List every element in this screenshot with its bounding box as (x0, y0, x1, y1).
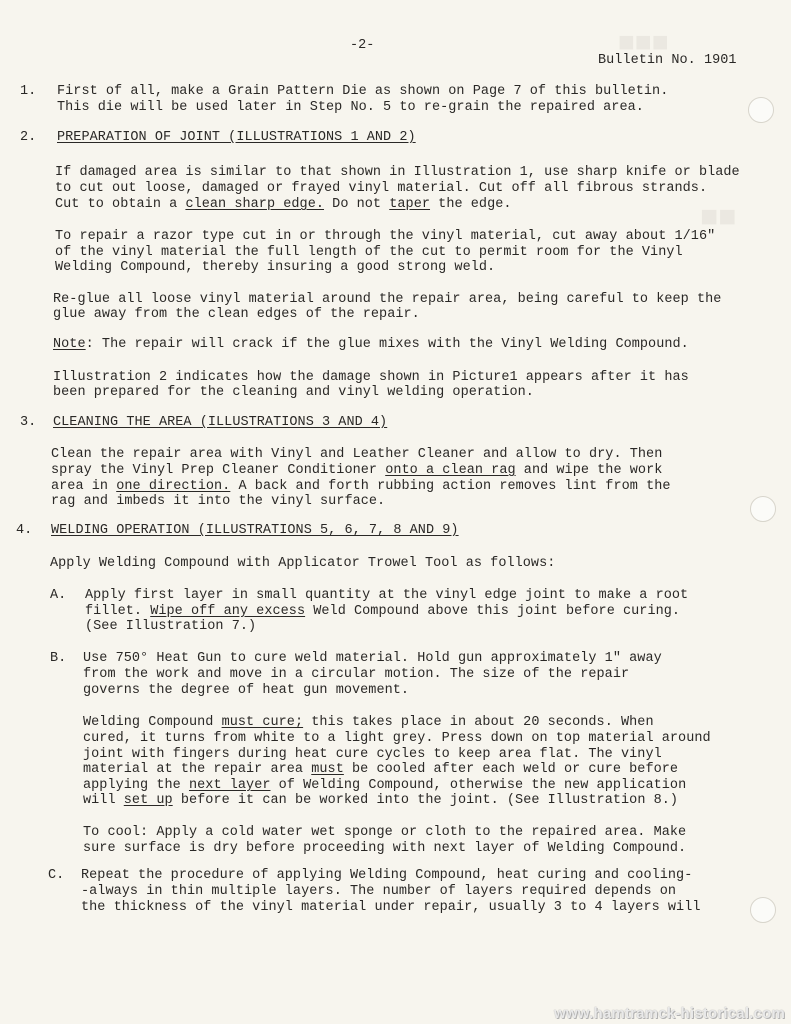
item-1-line: First of all, make a Grain Pattern Die as shown on Page 7 of this bulletin. (57, 84, 669, 99)
paragraph-line: spray the Vinyl Prep Cleaner Conditioner onto a clean rag and wipe the work (51, 463, 663, 478)
note-line: Note: The repair will crack if the glue mixes with the Vinyl Welding Compound. (53, 337, 689, 352)
paragraph-line: Illustration 2 indicates how the damage shown in Picture1 appears after it has (53, 370, 689, 385)
section-heading: WELDING OPERATION (ILLUSTRATIONS 5, 6, 7, 8 AND 9) (51, 523, 459, 538)
underlined-text: onto a clean rag (385, 463, 516, 478)
section-heading: CLEANING THE AREA (ILLUSTRATIONS 3 AND 4) (53, 415, 388, 430)
paragraph-line: (See Illustration 7.) (85, 619, 257, 634)
paragraph-line: Cut to obtain a clean sharp edge. Do not taper the edge. (55, 197, 512, 212)
paragraph-line: of the vinyl material the full length of the cut to permit room for the Vinyl (55, 245, 683, 260)
item-1-line: This die will be used later in Step No. 5 to re-grain the repaired area. (57, 100, 644, 115)
underlined-text: set up (123, 793, 173, 808)
paragraph-line: material at the repair area must be cooled after each weld or cure before (83, 762, 679, 777)
paragraph-line: To repair a razor type cut in or through the vinyl material, cut away about 1/16" (55, 229, 716, 244)
watermark-url: www.hamtramck-historical.com (554, 1005, 785, 1022)
underlined-text: must cure; (221, 715, 304, 730)
binder-hole (748, 97, 774, 123)
item-number: 2. (20, 130, 37, 145)
paragraph-line: To cool: Apply a cold water wet sponge or cloth to the repaired area. Make (83, 825, 687, 840)
paragraph-line: to cut out loose, damaged or frayed vinyl material. Cut off all fibrous strands. (55, 181, 708, 196)
note-label: Note (53, 337, 86, 352)
bleed-through-mark: ■■■ (618, 26, 669, 57)
underlined-text: Wipe off any excess (150, 604, 306, 619)
underlined-text: next layer (188, 778, 271, 793)
item-number: 1. (20, 84, 37, 99)
paragraph-line: cured, it turns from white to a light grey. Press down on top material around (83, 731, 711, 746)
paragraph-line: applying the next layer of Welding Compound, otherwise the new application (83, 778, 687, 793)
paragraph-line: the thickness of the vinyl material under repair, usually 3 to 4 layers will (81, 900, 701, 915)
underlined-text: taper (389, 197, 431, 212)
paragraph-line: from the work and move in a circular motion. The size of the repair (83, 667, 630, 682)
bleed-through-mark: ■■ (700, 200, 737, 233)
paragraph-line: been prepared for the cleaning and vinyl welding operation. (53, 385, 534, 400)
section-heading: PREPARATION OF JOINT (ILLUSTRATIONS 1 AND 2) (57, 130, 416, 145)
item-number: 4. (16, 523, 33, 538)
binder-hole (750, 496, 776, 522)
underlined-text: clean sharp edge. (185, 197, 325, 212)
paragraph-line: rag and imbeds it into the vinyl surface. (51, 494, 386, 509)
paragraph-line: sure surface is dry before proceeding with next layer of Welding Compound. (83, 841, 687, 856)
paragraph-line: Apply Welding Compound with Applicator Trowel Tool as follows: (50, 556, 556, 571)
paragraph-line: Apply first layer in small quantity at the vinyl edge joint to make a root (85, 588, 689, 603)
paragraph-line: Clean the repair area with Vinyl and Leather Cleaner and allow to dry. Then (51, 447, 663, 462)
paragraph-line: Repeat the procedure of applying Welding Compound, heat curing and cooling- (81, 868, 693, 883)
paragraph-line: If damaged area is similar to that shown in Illustration 1, use sharp knife or blade (55, 165, 740, 180)
underlined-text: must (311, 762, 344, 777)
subitem-letter: C. (48, 868, 65, 883)
paragraph-line: governs the degree of heat gun movement. (83, 683, 410, 698)
paragraph-line: -always in thin multiple layers. The number of layers required depends on (81, 884, 677, 899)
paragraph-line: Re-glue all loose vinyl material around the repair area, being careful to keep the (53, 292, 722, 307)
item-number: 3. (20, 415, 37, 430)
paragraph-line: Use 750° Heat Gun to cure weld material. Hold gun approximately 1" away (83, 651, 662, 666)
paragraph-line: fillet. Wipe off any excess Weld Compound above this joint before curing. (85, 604, 681, 619)
paragraph-line: glue away from the clean edges of the repair. (53, 307, 420, 322)
paragraph-line: Welding Compound, thereby insuring a good strong weld. (55, 260, 496, 275)
subitem-letter: B. (50, 651, 67, 666)
paragraph-line: joint with fingers during heat cure cycles to keep area flat. The vinyl (83, 747, 662, 762)
subitem-letter: A. (50, 588, 67, 603)
binder-hole (750, 897, 776, 923)
paragraph-line: will set up before it can be worked into the joint. (See Illustration 8.) (83, 793, 679, 808)
bulletin-number: Bulletin No. 1901 (598, 53, 737, 68)
underlined-text: one direction. (116, 479, 231, 494)
page-number: -2- (350, 38, 375, 53)
paragraph-line: area in one direction. A back and forth rubbing action removes lint from the (51, 479, 671, 494)
paragraph-line: Welding Compound must cure; this takes place in about 20 seconds. When (83, 715, 654, 730)
